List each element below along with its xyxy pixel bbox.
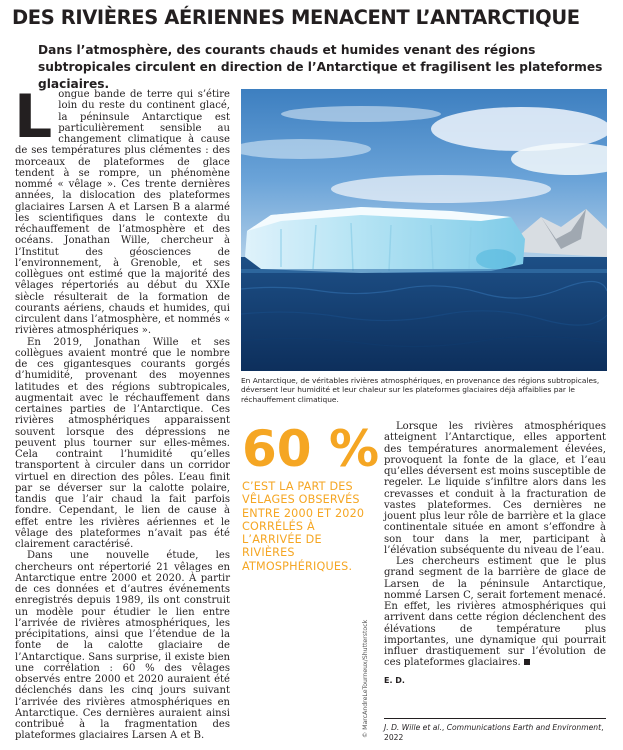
headline: DES RIVIÈRES AÉRIENNES MENACENT L’ANTARCTIQUE bbox=[12, 6, 580, 29]
paragraph-3: Dans une nouvelle étude, les chercheurs ont répertorié 21 vêlages en Antarctique entre 2000 et 2020. À partir de ces données et d’autres événements enregistrés depuis 1989, ils ont construit un modèle pour étudier le lien entre l’arrivée de rivières atmosphériques, les précipitations, ainsi que l’étendue de la fonte de la calotte glaciaire de l’Antarctique. Sans surprise, il existe bien une corrélation : 60 % des vêlages observés entre 2000 et 2020 auraient été déclenchés dans les cinq jours suivant l’arrivée des rivières atmosphériques en Antarctique. Ces dernières auraient ainsi contribué à la fragmentation des plateformes glaciaires Larsen A et B. bbox=[15, 550, 230, 742]
author-signature: E. D. bbox=[384, 675, 405, 685]
article-column-left bbox=[14, 82, 230, 742]
photo-caption: En Antarctique, de véritables rivières atmosphériques, en provenance des régions subtropicales, déversent leur humidité et leur chaleur sur les plateformes glaciaires déjà affaiblies par le réchauffement climatique. bbox=[241, 376, 600, 404]
paragraph-4: Lorsque les rivières atmosphériques atteignent l’Antarctique, elles apportent des températures anormalement élevées, provoquent la fonte de la glace, et l’eau qu’elles déversent est moins susceptible de regeler. Le liquide s’infiltre alors dans les crevasses et conduit à la fracturation de vastes plateformes. Ces dernières ne jouent plus leur rôle de barrière et la glace continentale située en amont s’effondre à son tour dans la mer, participant à l’élévation subséquente du niveau de l’eau. bbox=[384, 421, 606, 556]
iceberg-photo bbox=[241, 89, 607, 371]
reference-year: , 2022 bbox=[384, 723, 604, 742]
article-column-right bbox=[384, 421, 606, 686]
stat-text: C’EST LA PART DES VÊLAGES OBSERVÉS ENTRE 2000 ET 2020 CORRÉLÉS À L’ARRIVÉE DE RIVIÈRES ATMOSPHÉRIQUES. bbox=[242, 480, 365, 573]
paragraph-1: Longue bande de terre qui s’étire loin du reste du continent glacé, la péninsule Antarctique est particulièrement sensible au changement climatique à cause de ses températures plus clémentes : des morceaux de plateformes de glace tendent à se rompre, un phénomène nommé « vêlage ». Ces trente dernières années, la dislocation des plateformes glaciaires Larsen A et Larsen B a alarmé les scientifiques dans le contexte du réchauffement de l’atmosphère et des océans. Jonathan Wille, chercheur à l’Institut des géosciences de l’environnement, à Grenoble, et ses collègues ont estimé que la majorité des vêlages répertoriés au début du XXIe siècle résulterait de la formation de courants aériens, chauds et humides, qui circulent dans l’atmosphère, et nommés « rivières atmosphériques ». bbox=[14, 82, 230, 337]
paragraph-5: Les chercheurs estiment que le plus grand segment de la barrière de glace de Larsen de la péninsule Antarctique, nommé Larsen C, serait fortement menacé. En effet, les rivières atmosphériques qui arrivent dans cette région déclenchent des élévations de température plus importantes, une dynamique qui pourrait influer drastiquement sur l’évolution de ces plateformes glaciaires. bbox=[384, 556, 606, 669]
stat-value: 60 % bbox=[242, 420, 380, 478]
reference: J. D. Wille et al., Communications Earth and Environment, 2022 bbox=[384, 718, 606, 743]
reference-authors: J. D. Wille et al. bbox=[384, 723, 442, 732]
paragraph-2: En 2019, Jonathan Wille et ses collègues avaient montré que le nombre de ces gigantesques courants gorgés d’humidité, provenant des moyennes latitudes et des régions subtropicales, augmentait avec le réchauffement dans certaines parties de l’Antarctique. Ces rivières atmosphériques apparaissent souvent lorsque des dépressions ne peuvent plus tourner sur elles-mêmes. Cela contraint l’humidité qu’elles transportent à circuler dans un corridor virtuel en direction des pôles. L’eau finit par se déverser sur la calotte polaire, tandis que l’air chaud la fait parfois fondre. Cependant, le lien de cause à effet entre les rivières aériennes et le vêlage des plateformes n’avait pas été clairement caractérisé. bbox=[15, 336, 230, 550]
end-mark-icon bbox=[524, 659, 530, 665]
reference-journal: Communications Earth and Environment bbox=[446, 723, 602, 732]
lede: Dans l’atmosphère, des courants chauds et humides venant des régions subtropicales circulent en direction de l’Antarctique et fragilisent les plateformes glaciaires. bbox=[38, 43, 603, 91]
drop-cap: L bbox=[14, 82, 53, 152]
photo-credit: © MarcAndreLeTourneux/Shutterstock bbox=[362, 619, 369, 738]
